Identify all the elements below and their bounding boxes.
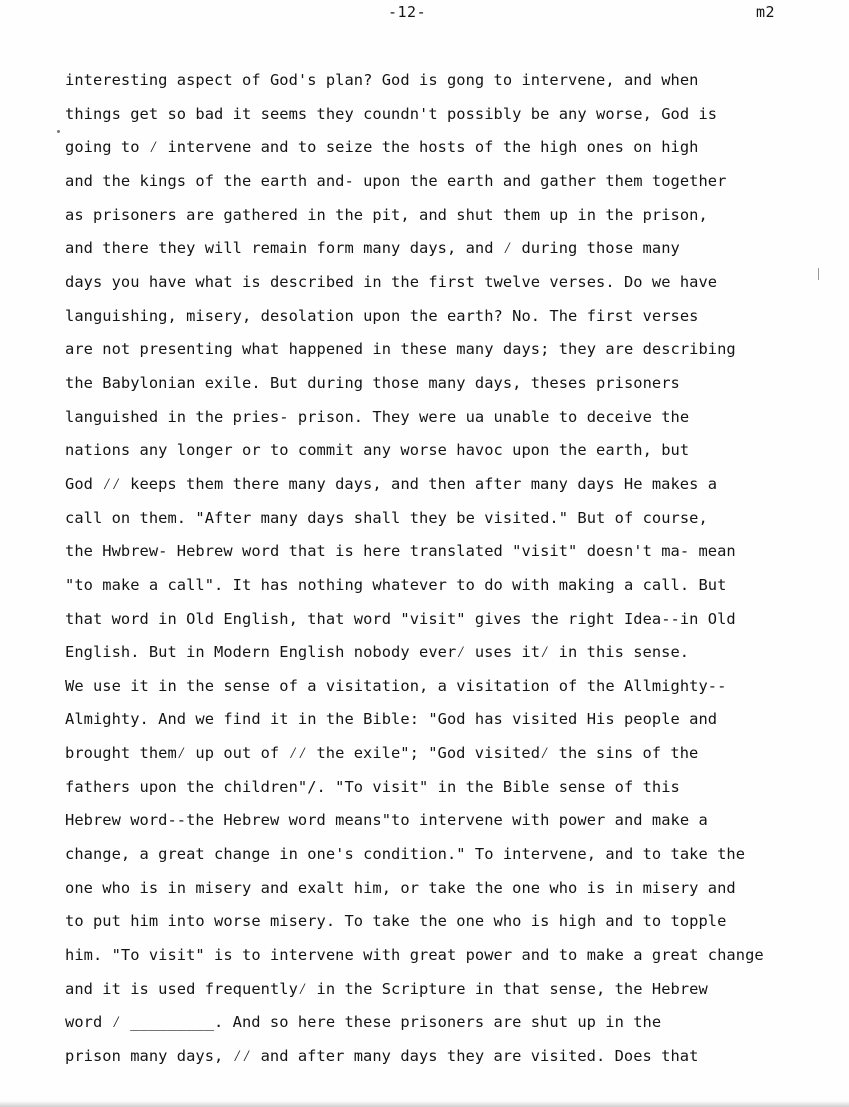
ink-speck	[57, 130, 60, 133]
text-line: and the kings of the earth and- upon the earth and gather them together	[65, 171, 727, 190]
text-line: interesting aspect of God's plan? God is gong to intervene, and when	[65, 71, 699, 89]
text-line: prison many days, ⁄⁄ and after many days they are visited. Does that	[65, 1047, 699, 1066]
text-line: word ⁄ _________. And so here these prisoners are shut up in the	[65, 1013, 662, 1032]
text-line: that word in Old English, that word "visit" gives the right Idea--in Old	[65, 609, 736, 628]
body-text	[65, 70, 835, 1080]
text-line: going to ⁄ intervene and to seize the hosts of the high ones on high	[65, 138, 699, 157]
text-line: fathers upon the children"/. "To visit" in the Bible sense of this	[65, 777, 680, 796]
text-line: Almighty. And we find it in the Bible: "God has visited His people and	[65, 710, 718, 729]
text-line: languished in the pries- prison. They were ua unable to deceive the	[65, 407, 690, 426]
text-line: the Babylonian exile. But during those many days, theses prisoners	[65, 373, 680, 392]
text-line: We use it in the sense of a visitation, a visitation of the Allmighty--	[65, 676, 727, 695]
text-line: one who is in misery and exalt him, or take the one who is in misery and	[65, 878, 736, 897]
page-number: -12-	[388, 3, 427, 21]
text-line: to put him into worse misery. To take the one who is high and to topple	[65, 912, 727, 931]
text-line: the Hwbrew- Hebrew word that is here translated "visit" doesn't ma- mean	[65, 542, 736, 561]
text-line: call on them. "After many days shall they be visited." But of course,	[65, 508, 708, 527]
text-line: English. But in Modern English nobody ever⁄ uses it⁄ in this sense.	[65, 643, 690, 662]
text-line: God ⁄⁄ keeps them there many days, and then after many days He makes a	[65, 474, 718, 493]
scan-bottom-edge	[0, 1101, 849, 1107]
text-line: languishing, misery, desolation upon the earth? No. The first verses	[65, 306, 699, 325]
text-line: change, a great change in one's condition." To intervene, and to take the	[65, 845, 746, 864]
text-line: as prisoners are gathered in the pit, and shut them up in the prison,	[65, 205, 708, 224]
text-line: things get so bad it seems they coundn't possibly be any worse, God is	[65, 104, 718, 123]
text-line: brought them⁄ up out of ⁄⁄ the exile"; "God visited⁄ the sins of the	[65, 744, 699, 763]
text-line: are not presenting what happened in these many days; they are describing	[65, 340, 736, 359]
text-line: and it is used frequently⁄ in the Scripture in that sense, the Hebrew	[65, 979, 708, 998]
text-line: days you have what is described in the first twelve verses. Do we have	[65, 272, 718, 291]
text-line: Hebrew word--the Hebrew word means"to intervene with power and make a	[65, 811, 708, 830]
text-line: "to make a call". It has nothing whatever to do with making a call. But	[65, 575, 727, 594]
text-line: and there they will remain form many days, and ⁄ during those many	[65, 239, 680, 258]
text-line: him. "To visit" is to intervene with great power and to make a great change	[65, 946, 764, 965]
manuscript-code: m2	[756, 3, 776, 21]
text-line: nations any longer or to commit any worse havoc upon the earth, but	[65, 441, 690, 460]
